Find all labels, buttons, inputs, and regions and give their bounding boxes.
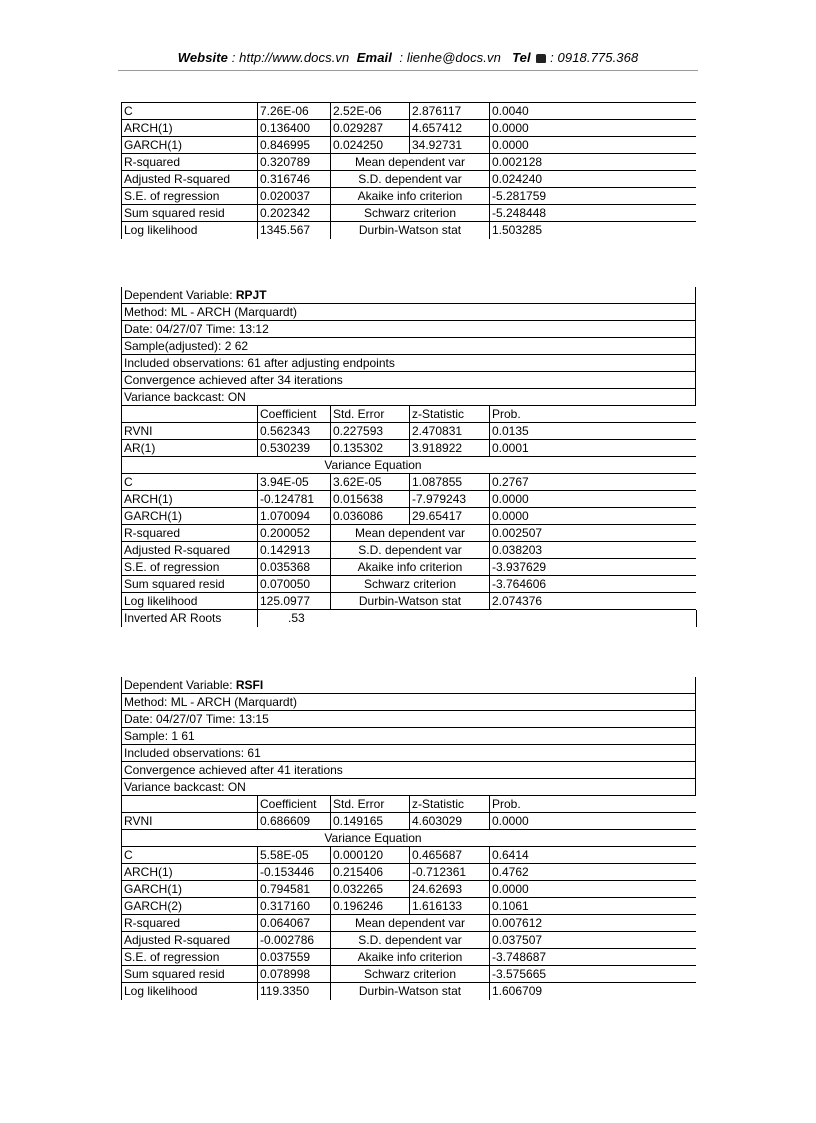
- prob-cell: 0.0000: [489, 120, 697, 137]
- variable-cell: AR(1): [124, 441, 156, 455]
- stat-row: [121, 154, 696, 171]
- stat-value-right: 0.037507: [489, 932, 697, 949]
- table-row: [121, 898, 696, 915]
- table-row: [121, 864, 696, 881]
- info-text: Date: 04/27/07 Time: 13:15: [124, 712, 269, 726]
- coefficient-cell: 0.530239: [257, 440, 330, 457]
- info-row: [121, 304, 696, 321]
- table-row: [121, 813, 696, 830]
- dependent-variable-row: [121, 677, 696, 694]
- stat-value: 0.070050: [257, 576, 330, 593]
- stat-value-right: -5.281759: [489, 188, 697, 205]
- stat-label: Adjusted R-squared: [124, 172, 231, 186]
- z-statistic-cell: 1.616133: [409, 898, 489, 915]
- stat-label: Adjusted R-squared: [124, 933, 231, 947]
- column-header-row: [121, 406, 696, 423]
- variable-cell: RVNI: [124, 814, 153, 828]
- std-error-cell: 0.149165: [330, 813, 409, 830]
- stat-label-right: Durbin-Watson stat: [330, 593, 489, 610]
- variable-cell: C: [124, 848, 133, 862]
- inverted-roots-row: [121, 610, 696, 627]
- stat-value: 0.142913: [257, 542, 330, 559]
- std-error-cell: 3.62E-05: [330, 474, 409, 491]
- stat-row: [121, 949, 696, 966]
- variable-cell: GARCH(1): [124, 509, 183, 523]
- table-row: [121, 847, 696, 864]
- stat-label-right: Mean dependent var: [330, 154, 489, 171]
- stat-row: [121, 188, 696, 205]
- stat-label: R-squared: [124, 526, 181, 540]
- info-row: [121, 694, 696, 711]
- std-error-cell: 0.135302: [330, 440, 409, 457]
- stat-value: 0.078998: [257, 966, 330, 983]
- prob-cell: 0.0000: [489, 137, 697, 154]
- stat-row: [121, 576, 696, 593]
- z-statistic-cell: 29.65417: [409, 508, 489, 525]
- std-error-cell: 0.036086: [330, 508, 409, 525]
- coefficient-cell: 0.686609: [257, 813, 330, 830]
- z-statistic-cell: 4.603029: [409, 813, 489, 830]
- variable-cell: ARCH(1): [124, 492, 173, 506]
- header-z-statistic: z-Statistic: [409, 406, 489, 423]
- prob-cell: 0.0000: [489, 881, 697, 898]
- variable-cell: C: [124, 104, 133, 118]
- table-row: [121, 508, 696, 525]
- website-url[interactable]: http://www.docs.vn: [239, 50, 350, 65]
- info-row: [121, 762, 696, 779]
- column-header-row: [121, 796, 696, 813]
- prob-cell: 0.0135: [489, 423, 697, 440]
- stat-value-right: 1.503285: [489, 222, 697, 239]
- stat-row: [121, 525, 696, 542]
- coefficient-cell: 5.58E-05: [257, 847, 330, 864]
- stat-row: [121, 559, 696, 576]
- stat-value: 1345.567: [257, 222, 330, 239]
- std-error-cell: 0.024250: [330, 137, 409, 154]
- info-text: Included observations: 61: [124, 746, 261, 760]
- info-text: Included observations: 61 after adjusting endpoints: [124, 356, 395, 370]
- coefficient-cell: 0.846995: [257, 137, 330, 154]
- dependent-variable: [122, 677, 697, 694]
- info-row: [121, 779, 696, 796]
- coefficient-cell: 0.317160: [257, 898, 330, 915]
- variance-equation-label: Variance Equation: [324, 831, 422, 845]
- z-statistic-cell: -7.979243: [409, 491, 489, 508]
- dependent-variable-label: Dependent Variable:: [124, 288, 236, 302]
- stat-value: 0.064067: [257, 915, 330, 932]
- std-error-cell: 2.52E-06: [330, 103, 409, 120]
- header-prob: Prob.: [489, 796, 697, 813]
- info-text: Variance backcast: ON: [124, 390, 246, 404]
- stat-value: 0.316746: [257, 171, 330, 188]
- header-std-error: Std. Error: [330, 406, 409, 423]
- info-text: Convergence achieved after 34 iterations: [124, 373, 343, 387]
- stat-row: [121, 205, 696, 222]
- info-row: [121, 355, 696, 372]
- info-text: Sample(adjusted): 2 62: [124, 339, 249, 353]
- stat-label-right: Akaike info criterion: [330, 949, 489, 966]
- header-coefficient: Coefficient: [257, 406, 330, 423]
- z-statistic-cell: 0.465687: [409, 847, 489, 864]
- info-row: [121, 338, 696, 355]
- stat-label: Log likelihood: [124, 594, 198, 608]
- regression-table-rsfi: [121, 677, 696, 1000]
- prob-cell: 0.2767: [489, 474, 697, 491]
- dependent-variable: [122, 287, 697, 304]
- stat-label: Adjusted R-squared: [124, 543, 231, 557]
- table-row: [121, 137, 696, 154]
- stat-row: [121, 966, 696, 983]
- stat-value: 119.3350: [257, 983, 330, 1000]
- stat-row: [121, 542, 696, 559]
- coefficient-cell: 0.136400: [257, 120, 330, 137]
- stat-value-right: 0.002128: [489, 154, 697, 171]
- regression-table-rpjt: [121, 287, 696, 627]
- stat-row: [121, 983, 696, 1000]
- std-error-cell: 0.029287: [330, 120, 409, 137]
- variable-cell: ARCH(1): [124, 121, 173, 135]
- tel-value: 0918.775.368: [557, 50, 639, 65]
- z-statistic-cell: -0.712361: [409, 864, 489, 881]
- phone-icon: [536, 54, 546, 63]
- stat-label: R-squared: [124, 916, 181, 930]
- std-error-cell: 0.215406: [330, 864, 409, 881]
- stat-value-right: -3.575665: [489, 966, 697, 983]
- email-value[interactable]: lienhe@docs.vn: [406, 50, 501, 65]
- header-std-error: Std. Error: [330, 796, 409, 813]
- prob-cell: 0.6414: [489, 847, 697, 864]
- info-text: Convergence achieved after 41 iterations: [124, 763, 343, 777]
- stat-value-right: -3.748687: [489, 949, 697, 966]
- variance-equation-label: Variance Equation: [324, 458, 422, 472]
- stat-row: [121, 222, 696, 239]
- stat-label-right: Akaike info criterion: [330, 559, 489, 576]
- info-text: Date: 04/27/07 Time: 13:12: [124, 322, 269, 336]
- table-row: [121, 474, 696, 491]
- stat-label-right: Schwarz criterion: [330, 576, 489, 593]
- coefficient-cell: 0.562343: [257, 423, 330, 440]
- table-row: [121, 881, 696, 898]
- prob-cell: 0.0001: [489, 440, 697, 457]
- page-header: Website : http://www.docs.vn Email : lienhe@docs.vn Tel : 0918.775.368: [177, 50, 639, 65]
- table-row: [121, 423, 696, 440]
- z-statistic-cell: 3.918922: [409, 440, 489, 457]
- variable-cell: GARCH(1): [124, 138, 183, 152]
- info-row: [121, 321, 696, 338]
- stat-row: [121, 915, 696, 932]
- email-label: Email: [356, 50, 392, 65]
- z-statistic-cell: 4.657412: [409, 120, 489, 137]
- stat-value-right: 0.038203: [489, 542, 697, 559]
- stat-label-right: S.D. dependent var: [330, 932, 489, 949]
- dependent-variable-row: [121, 287, 696, 304]
- variance-equation-row: [121, 830, 696, 847]
- coefficient-cell: 1.070094: [257, 508, 330, 525]
- stat-value-right: -5.248448: [489, 205, 697, 222]
- info-row: [121, 728, 696, 745]
- stat-value-right: 2.074376: [489, 593, 697, 610]
- stat-value: 0.200052: [257, 525, 330, 542]
- z-statistic-cell: 34.92731: [409, 137, 489, 154]
- roots-value: .53: [257, 610, 357, 627]
- coefficient-cell: -0.124781: [257, 491, 330, 508]
- info-row: [121, 389, 696, 406]
- table-row: [121, 103, 696, 120]
- stat-label-right: S.D. dependent var: [330, 171, 489, 188]
- table-row: [121, 491, 696, 508]
- stat-value-right: -3.764606: [489, 576, 697, 593]
- stat-value: -0.002786: [257, 932, 330, 949]
- z-statistic-cell: 2.470831: [409, 423, 489, 440]
- info-row: [121, 745, 696, 762]
- stat-label: Log likelihood: [124, 223, 198, 237]
- prob-cell: 0.1061: [489, 898, 697, 915]
- std-error-cell: 0.032265: [330, 881, 409, 898]
- info-text: Sample: 1 61: [124, 729, 195, 743]
- header-divider: [118, 70, 698, 71]
- std-error-cell: 0.196246: [330, 898, 409, 915]
- stat-value: 0.020037: [257, 188, 330, 205]
- stat-label-right: Durbin-Watson stat: [330, 983, 489, 1000]
- regression-table-1: [121, 102, 696, 239]
- stat-row: [121, 171, 696, 188]
- tel-label: Tel: [512, 50, 531, 65]
- variable-cell: ARCH(1): [124, 865, 173, 879]
- variable-cell: RVNI: [124, 424, 153, 438]
- variable-cell: GARCH(2): [124, 899, 183, 913]
- table-row: [121, 120, 696, 137]
- stat-label: Sum squared resid: [124, 577, 225, 591]
- z-statistic-cell: 2.876117: [409, 103, 489, 120]
- info-text: Variance backcast: ON: [124, 780, 246, 794]
- roots-end: [696, 610, 699, 627]
- stat-label-right: Schwarz criterion: [330, 966, 489, 983]
- header-blank: [122, 406, 257, 423]
- stat-label: Log likelihood: [124, 984, 198, 998]
- stat-label-right: Mean dependent var: [330, 525, 489, 542]
- header-z-statistic: z-Statistic: [409, 796, 489, 813]
- stat-row: [121, 932, 696, 949]
- dependent-variable-name: RSFI: [235, 678, 264, 692]
- dependent-variable-name: RPJT: [235, 288, 267, 302]
- prob-cell: 0.4762: [489, 864, 697, 881]
- website-label: Website: [177, 50, 229, 65]
- coefficient-cell: 3.94E-05: [257, 474, 330, 491]
- prob-cell: 0.0040: [489, 103, 697, 120]
- stat-value-right: -3.937629: [489, 559, 697, 576]
- header-blank: [122, 796, 257, 813]
- std-error-cell: 0.015638: [330, 491, 409, 508]
- stat-label: S.E. of regression: [124, 950, 220, 964]
- info-row: [121, 372, 696, 389]
- info-row: [121, 711, 696, 728]
- stat-label-right: Mean dependent var: [330, 915, 489, 932]
- z-statistic-cell: 1.087855: [409, 474, 489, 491]
- coefficient-cell: -0.153446: [257, 864, 330, 881]
- stat-label: S.E. of regression: [124, 560, 220, 574]
- variable-cell: GARCH(1): [124, 882, 183, 896]
- prob-cell: 0.0000: [489, 813, 697, 830]
- header-prob: Prob.: [489, 406, 697, 423]
- prob-cell: 0.0000: [489, 491, 697, 508]
- stat-value: 0.035368: [257, 559, 330, 576]
- variance-equation-row: [121, 457, 696, 474]
- stat-value: 0.202342: [257, 205, 330, 222]
- coefficient-cell: 7.26E-06: [257, 103, 330, 120]
- std-error-cell: 0.000120: [330, 847, 409, 864]
- stat-value: 0.320789: [257, 154, 330, 171]
- stat-label-right: Schwarz criterion: [330, 205, 489, 222]
- table-row: [121, 440, 696, 457]
- stat-value-right: 0.007612: [489, 915, 697, 932]
- info-text: Method: ML - ARCH (Marquardt): [124, 695, 297, 709]
- stat-value-right: 0.024240: [489, 171, 697, 188]
- dependent-variable-label: Dependent Variable:: [124, 678, 236, 692]
- prob-cell: 0.0000: [489, 508, 697, 525]
- stat-value-right: 0.002507: [489, 525, 697, 542]
- coefficient-cell: 0.794581: [257, 881, 330, 898]
- info-text: Method: ML - ARCH (Marquardt): [124, 305, 297, 319]
- std-error-cell: 0.227593: [330, 423, 409, 440]
- stat-label: S.E. of regression: [124, 189, 220, 203]
- header-coefficient: Coefficient: [257, 796, 330, 813]
- roots-label: Inverted AR Roots: [124, 611, 222, 625]
- z-statistic-cell: 24.62693: [409, 881, 489, 898]
- stat-value-right: 1.606709: [489, 983, 697, 1000]
- stat-row: [121, 593, 696, 610]
- stat-value: 0.037559: [257, 949, 330, 966]
- stat-label-right: Durbin-Watson stat: [330, 222, 489, 239]
- stat-label-right: Akaike info criterion: [330, 188, 489, 205]
- variable-cell: C: [124, 475, 133, 489]
- stat-label: Sum squared resid: [124, 967, 225, 981]
- stat-label-right: S.D. dependent var: [330, 542, 489, 559]
- stat-label: R-squared: [124, 155, 181, 169]
- stat-value: 125.0977: [257, 593, 330, 610]
- stat-label: Sum squared resid: [124, 206, 225, 220]
